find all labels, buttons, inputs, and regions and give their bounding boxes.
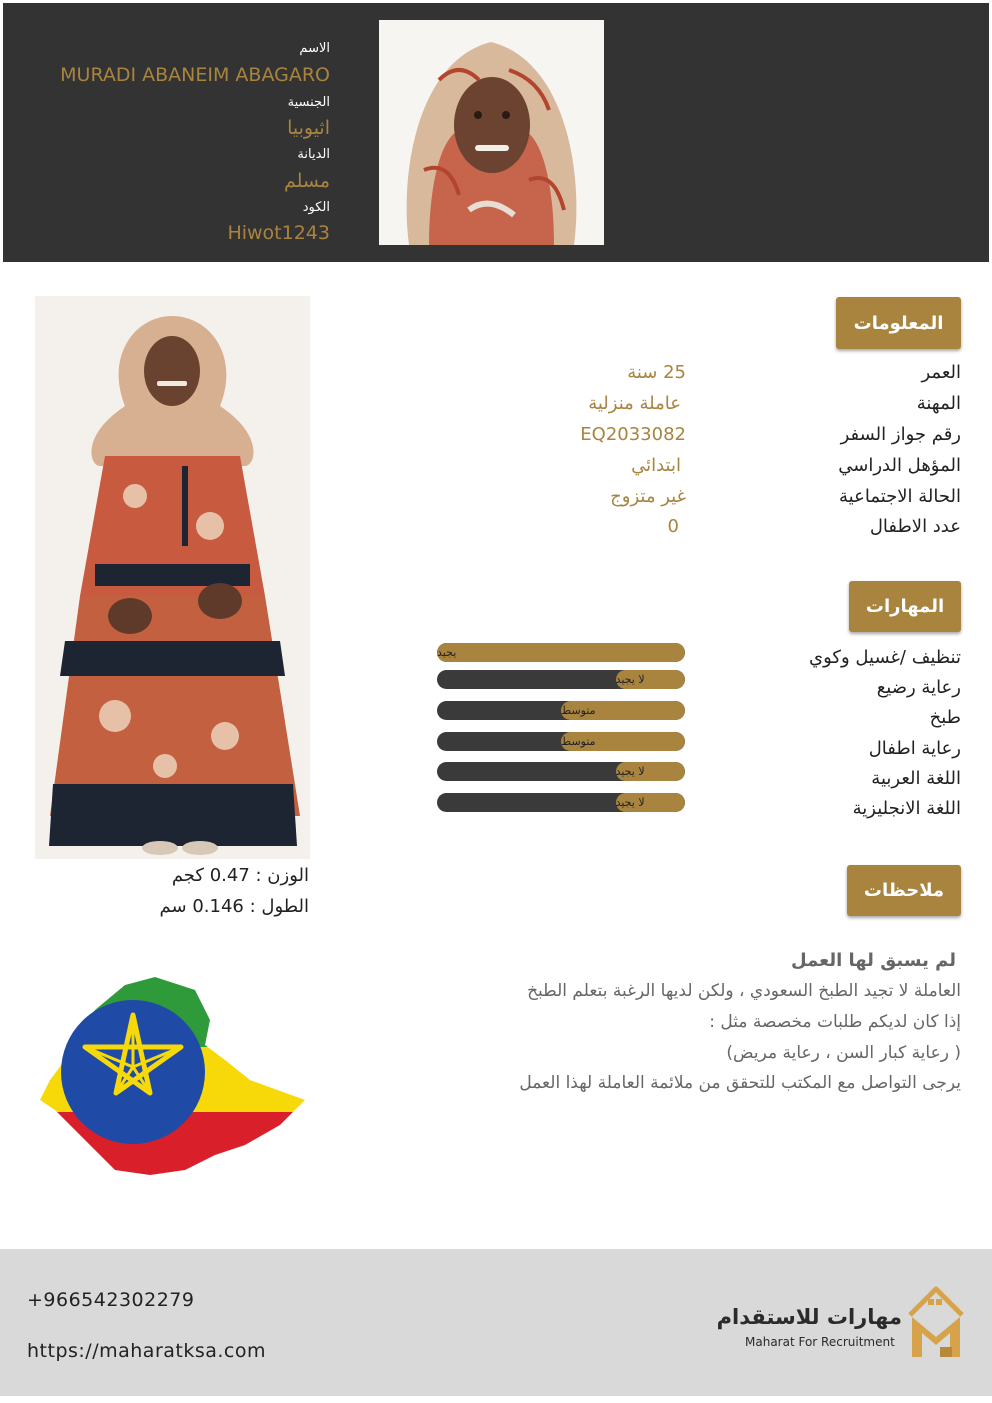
height-text: الطول : 0.146 سم — [159, 896, 309, 917]
notes-section-title: ملاحظات — [847, 865, 961, 916]
info-section-title: المعلومات — [836, 297, 961, 349]
skill-level-text: لا يجيد — [615, 765, 645, 778]
code-label: الكود — [302, 200, 330, 215]
ethiopia-flag-map — [35, 975, 310, 1180]
skill-level-bar — [437, 701, 685, 720]
skill-level-bar — [437, 643, 685, 662]
skill-level-text: متوسط — [561, 704, 596, 717]
skill-level-fill — [437, 643, 685, 662]
age-value: 25 سنة — [627, 362, 686, 383]
children-value: 0 — [667, 516, 679, 537]
marital-status-label: الحالة الاجتماعية — [839, 486, 961, 507]
nationality-label: الجنسية — [287, 95, 330, 110]
skill-label: تنظيف /غسيل وكوي — [809, 647, 961, 668]
skill-label: رعاية رضيع — [876, 677, 961, 698]
skill-level-bar — [437, 762, 685, 781]
skill-level-text: متوسط — [561, 735, 596, 748]
note-line-2: إذا كان لديكم طلبات مخصصة مثل : — [709, 1012, 961, 1032]
skill-level-bar — [437, 793, 685, 812]
religion-value: مسلم — [283, 170, 330, 192]
logo-arabic-text: مهارات للاستقدام — [716, 1305, 902, 1329]
note-line-4: يرجى التواصل مع المكتب للتحقق من ملائمة العاملة لهذا العمل — [519, 1073, 961, 1093]
full-body-photo — [35, 296, 310, 859]
weight-text: الوزن : 0.47 كجم — [171, 865, 309, 886]
skill-label: اللغة العربية — [871, 768, 961, 789]
nationality-value: اثيوبيا — [287, 117, 330, 139]
phone-number[interactable]: +966542302279 — [27, 1289, 195, 1311]
logo-house-icon — [906, 1285, 968, 1361]
code-value: Hiwot1243 — [227, 222, 330, 244]
skill-level-fill — [616, 762, 685, 781]
profession-label: المهنة — [916, 393, 961, 414]
skill-label: طبخ — [929, 707, 961, 728]
skill-label: اللغة الانجليزية — [852, 798, 961, 819]
notes-headline: لم يسبق لها العمل — [791, 950, 956, 971]
note-line-1: العاملة لا تجيد الطبخ السعودي ، ولكن لديها الرغبة بتعلم الطبخ — [527, 981, 961, 1001]
name-value: MURADI ABANEIM ABAGARO — [60, 64, 330, 86]
footer — [0, 1249, 992, 1396]
education-label: المؤهل الدراسي — [838, 455, 961, 476]
headshot-photo — [379, 20, 604, 245]
skill-level-text: لا يجيد — [615, 796, 645, 809]
passport-value: EQ2033082 — [580, 424, 686, 445]
marital-status-value: غير متزوج — [610, 486, 686, 507]
skill-level-fill — [561, 701, 685, 720]
skill-level-text: لا يجيد — [615, 673, 645, 686]
children-label: عدد الاطفال — [869, 516, 961, 537]
skill-level-text: يجيد — [437, 646, 457, 659]
skill-level-fill — [561, 732, 685, 751]
religion-label: الديانة — [297, 147, 330, 162]
age-label: العمر — [921, 362, 961, 383]
logo-english-text: Maharat For Recruitment — [745, 1335, 895, 1349]
skill-label: رعاية اطفال — [868, 738, 961, 759]
education-value: ابتدائي — [631, 455, 681, 476]
header-fields — [3, 3, 330, 262]
skills-section-title: المهارات — [849, 581, 961, 632]
name-label: الاسم — [299, 41, 330, 56]
skill-level-bar — [437, 732, 685, 751]
skill-level-fill — [616, 670, 685, 689]
website-link[interactable]: https://maharatksa.com — [27, 1340, 267, 1362]
note-line-3: ( رعاية كبار السن ، رعاية مريض) — [726, 1043, 961, 1063]
passport-label: رقم جواز السفر — [840, 424, 961, 445]
skill-level-bar — [437, 670, 685, 689]
skill-level-fill — [616, 793, 685, 812]
header-banner — [3, 3, 989, 262]
company-logo — [716, 1285, 970, 1361]
profession-value: عاملة منزلية — [588, 393, 681, 414]
